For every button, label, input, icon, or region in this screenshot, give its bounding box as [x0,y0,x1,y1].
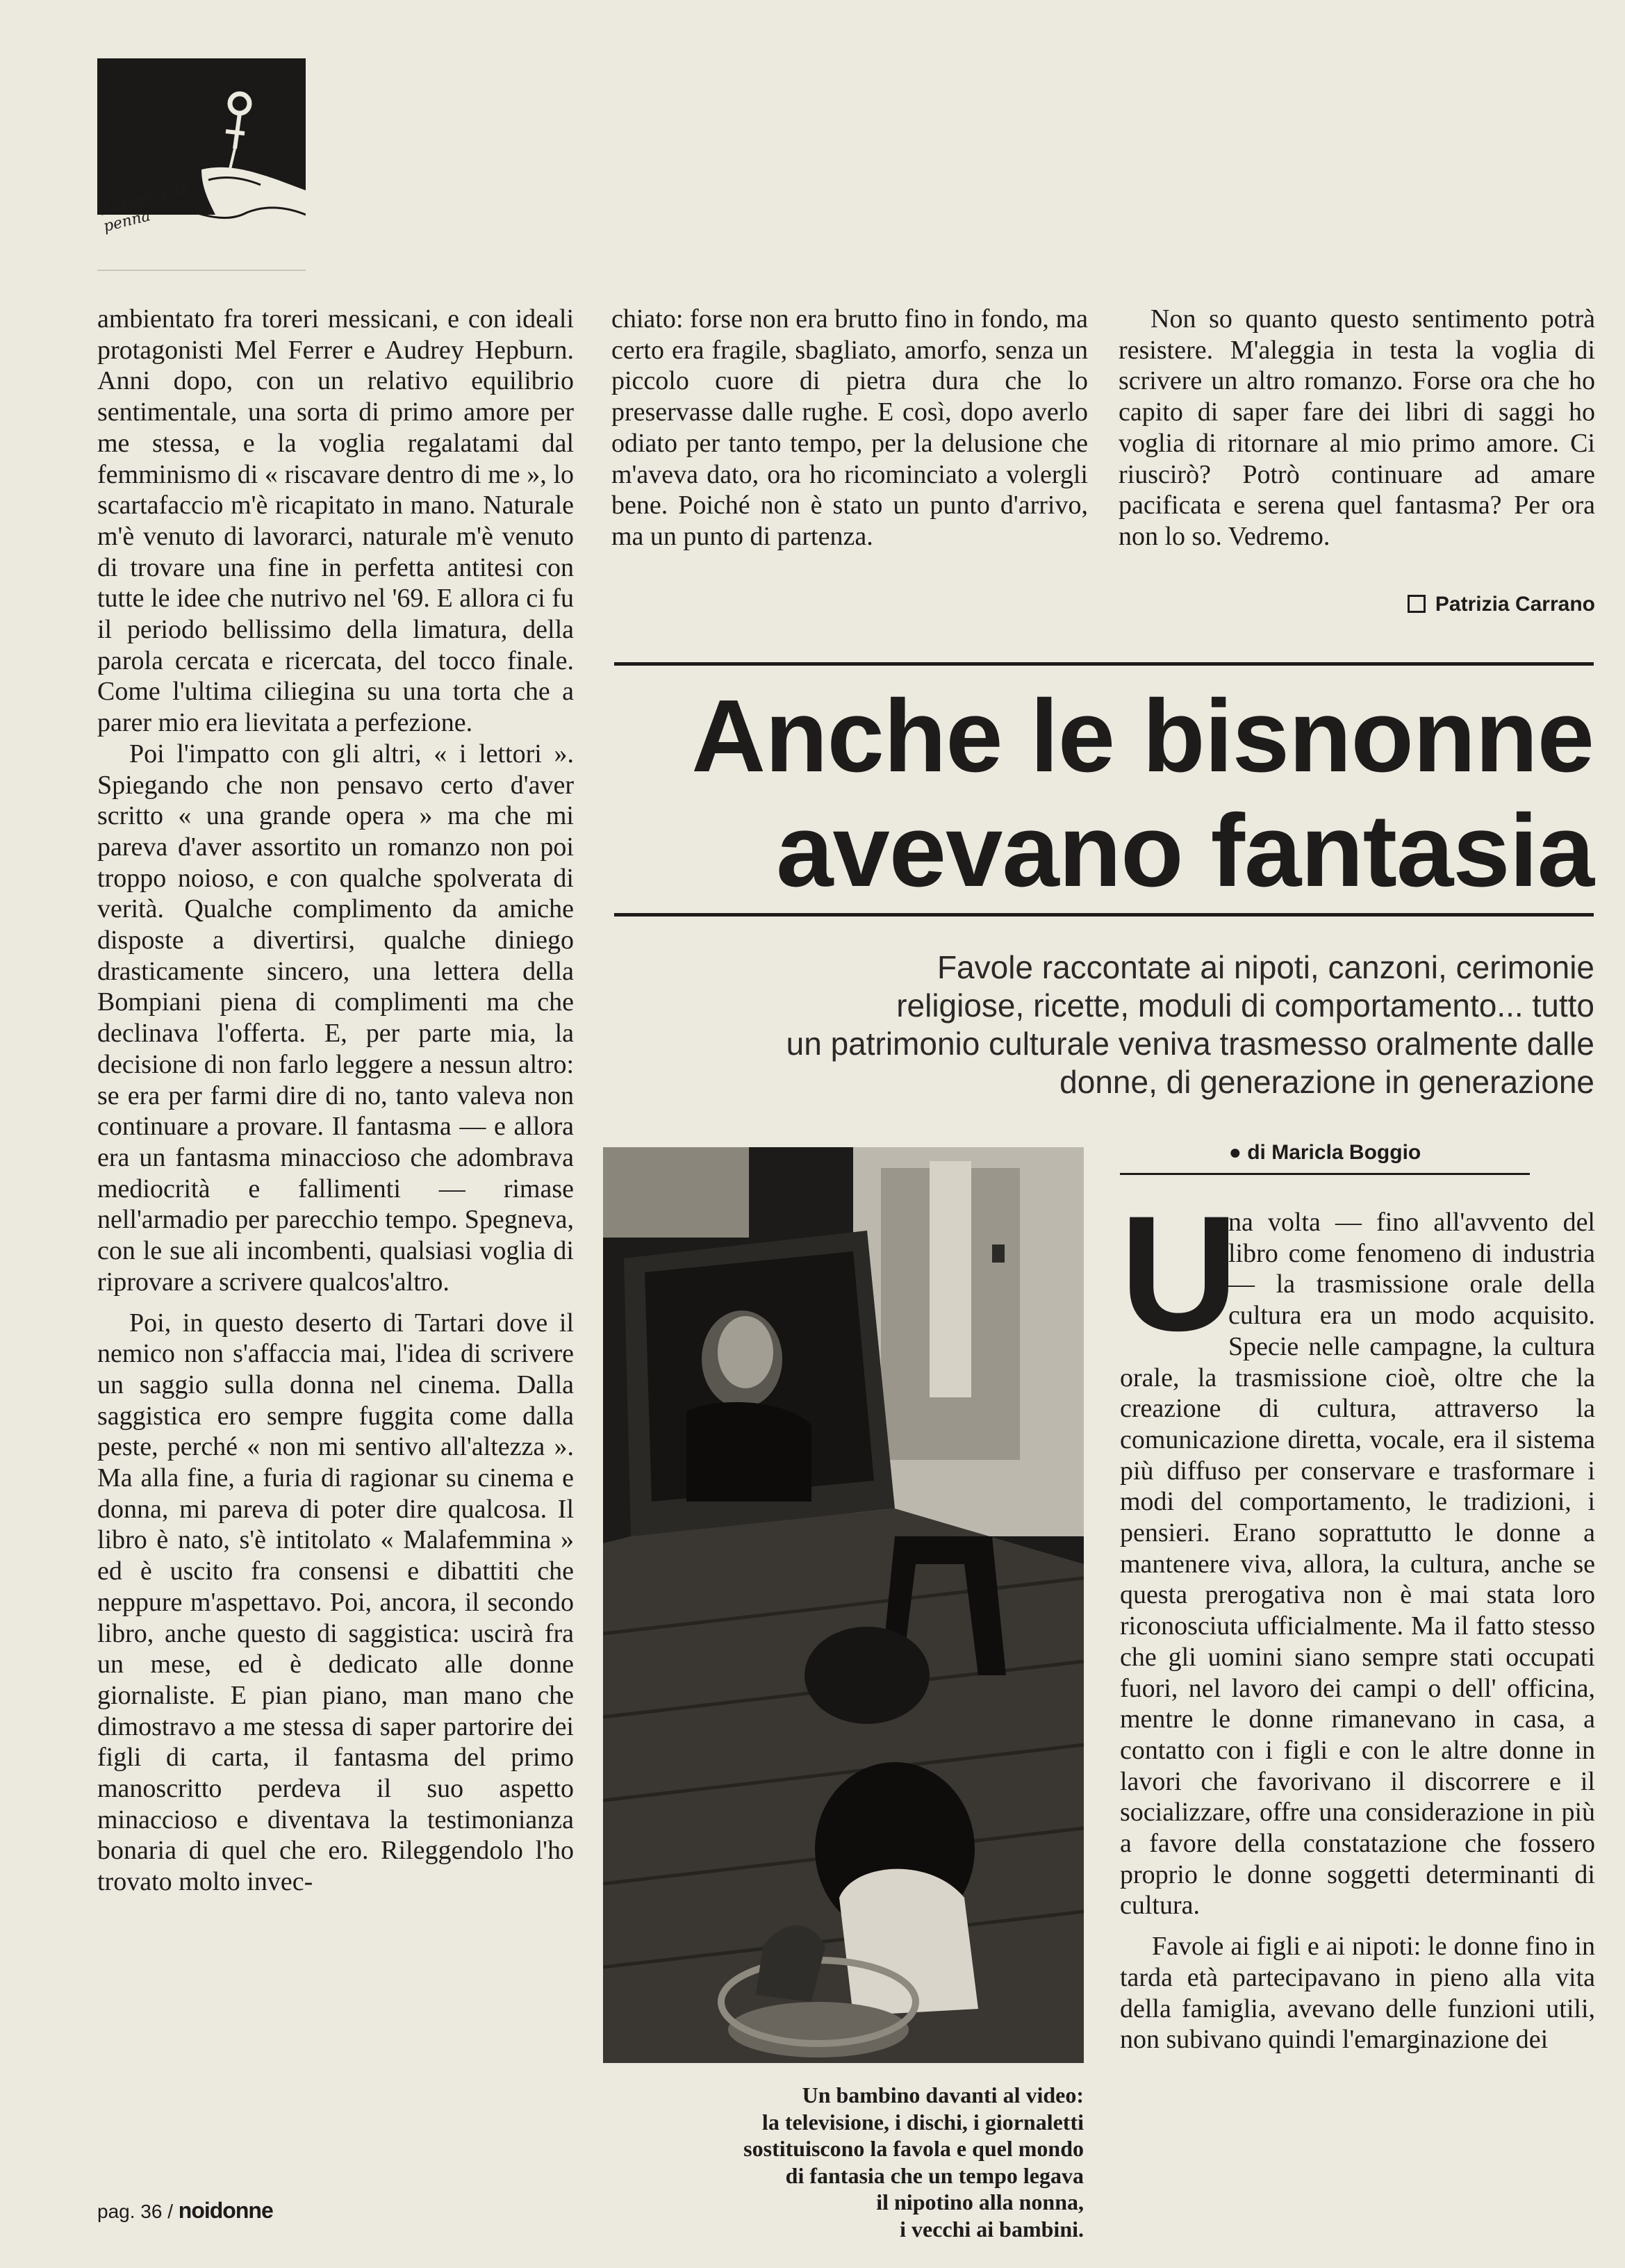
page-number: pag. 36 / [97,2201,173,2222]
column-1 [97,304,574,1898]
caption-line-1: Un bambino davanti al video: [802,2082,1084,2107]
col1-paragraph-3: Poi, in questo deserto di Tartari dove il nemico non s'affaccia mai, l'idea di scrivere un saggio sulla donna nel cinema. Dalla saggistica ero sempre fuggita come dalla peste, perché « non mi sentivo all'altezza ». Ma alla fine, a furia di ragionar su cinema e donna, mi pareva di poter dire qualcosa. Il libro è nato, s'è intitolato « Malafemmina » ed è uscito fra consensi e dibattiti che neppure m'aspettavo. Poi, ancora, il secondo libro, anche questo di saggistica: uscirà fra un mese, ed è dedicato alle donne giornaliste. E pian piano, man mano che dimostravo a me stessa di saper partorire dei figli di carta, il fantasma del primo manoscritto perdeva il suo aspetto minaccioso e diventava la testimonianza bonaria di quel che ero. Rileggendolo l'ho trovato molto invec- [97,1308,574,1897]
body-paragraph-2: Favole ai figli e ai nipoti: le donne fino in tarda età partecipavano in pieno alla vita della famiglia, avevano delle funzioni utili, non subivano quindi l'emarginazione dei [1120,1932,1595,2055]
logo-text: il cuore e la penna [97,180,191,236]
caption-line-4: di fantasia che un tempo legava [785,2162,1084,2188]
photo-caption [603,2082,1084,2242]
drop-cap: U [1120,1182,1239,1365]
column-3 [1119,304,1595,552]
deck-line-2: religiose, ricette, moduli di comportamento... tutto [896,987,1594,1024]
caption-line-2: la televisione, i dischi, i giornaletti [761,2109,1084,2135]
byline-rule [1120,1173,1530,1175]
article-deck [646,948,1594,1101]
article-body [1120,1182,1595,2055]
page-footer [97,2198,273,2224]
headline-line-2: avevano fantasia [776,794,1594,908]
headline-line-1: Anche le bisnonne [691,679,1594,794]
magazine-brand: noidonne [178,2198,273,2223]
caption-line-3: sostituiscono la favola e quel mondo [743,2136,1084,2161]
col1-paragraph-2: Poi l'impatto con gli altri, « i lettori ». Spiegando che non pensavo certo d'aver scritto « una grande opera » ma che mi pareva d'aver assortito un romanzo non poi troppo noioso, e con qualche spolverata di verità. Qualche complimento da amiche disposte a divertirsi, qualche diniego drasticamente sincero, una lettera della Bompiani piena di complimenti ma che declinava l'offerta. E, per parte mia, la decisione di non farlo leggere a nessun altro: se era per farmi dire di no, tanto valeva non continuare a provare. Il fantasma — e allora era un fantasma minaccioso che adombrava mediocrità e fallimenti — rimase nell'armadio per parecchio tempo. Spegneva, con le sue ali incombenti, qualsiasi voglia di riprovare a scrivere qualcos'altro. [97,739,574,1297]
deck-line-1: Favole raccontate ai nipoti, canzoni, cerimonie [937,949,1594,985]
headline-rule-top [614,662,1594,666]
column-logo [97,58,306,267]
col3-paragraph-1: Non so quanto questo sentimento potrà resistere. M'aleggia in testa la voglia di scrivere un altro romanzo. Forse ora che ho capito di saper fare dei libri di saggi ho voglia di ritornare al mio primo amore. Ci riuscirò? Potrò continuare ad amare pacificata e serena quel fantasma? Per ora non lo so. Vedremo. [1119,304,1595,551]
body-paragraph-1 [1120,1182,1595,1921]
author-signature [1299,593,1595,616]
logo-divider [97,270,306,271]
col1-paragraph-1: ambientato fra toreri messicani, e con ideali protagonisti Mel Ferrer e Audrey Hepburn. Anni dopo, con un relativo equilibrio sentimentale, una sorta di primo amore per me stessa, e la voglia regalatami dal femminismo di « riscavare dentro di me », lo scartafaccio m'è ricapitato in mano. Naturale m'è venuto di lavorarci, naturale m'è venuto di trovare una fine in perfetta antitesi con tutte le idee che nutrivo nel '69. E allora ci fu il periodo bellissimo della limatura, della parola cercata e ricercata, del tocco finale. Come l'ultima ciliegina su una torta che a parer mio era lievitata a perfezione. [97,304,574,738]
deck-line-3: un patrimonio culturale veniva trasmesso oralmente dalle [786,1026,1594,1062]
caption-line-5: il nipotino alla nonna, [876,2189,1084,2214]
column-2 [611,304,1088,552]
end-mark-icon [1408,595,1426,613]
article-photo [603,1147,1084,2063]
signature-name: Patrizia Carrano [1435,593,1595,616]
col2-paragraph-1: chiato: forse non era brutto fino in fondo, ma certo era fragile, sbagliato, amorfo, senza un piccolo cuore di pietra dura che lo preservasse dalle rughe. E così, dopo averlo odiato per tanto tempo, per la delusione che m'aveva dato, ora ho ricominciato a volergli bene. Poiché non è stato un punto d'arrivo, ma un punto di partenza. [611,304,1088,551]
headline-rule-bottom [614,913,1594,917]
deck-line-4: donne, di generazione in generazione [1059,1064,1594,1100]
body-paragraph-1-text: na volta — fino all'avvento del libro come fenomeno di industria — la trasmissione orale della cultura era un modo acquisito. Specie nelle campagne, la cultura orale, la trasmissione cioè, oltre che la creazione di cultura, attraverso la comunicazione diretta, vocale, era il sistema più diffuso per conservare e trasformare i modi del comportamento, le tradizioni, i pensieri. Erano soprattutto le donne a mantenere viva, allora, la cultura, anche se questa prerogativa non è mai stata loro riconosciuta ufficialmente. Ma il fatto stesso che gli uomini siano sempre stati occupati fuori, nel lavoro dei campi o dell' officina, mentre le donne rimanevano in casa, a contatto con i figli e con le altre donne in lavori che favorivano il discorrere e il socializzare, offre una considerazione in più a favore della constatazione che fossero proprio le donne soggetti determinanti di cultura. [1120,1208,1595,1921]
byline: ● di Maricla Boggio [1228,1141,1421,1164]
caption-line-6: i vecchi ai bambini. [900,2216,1084,2242]
